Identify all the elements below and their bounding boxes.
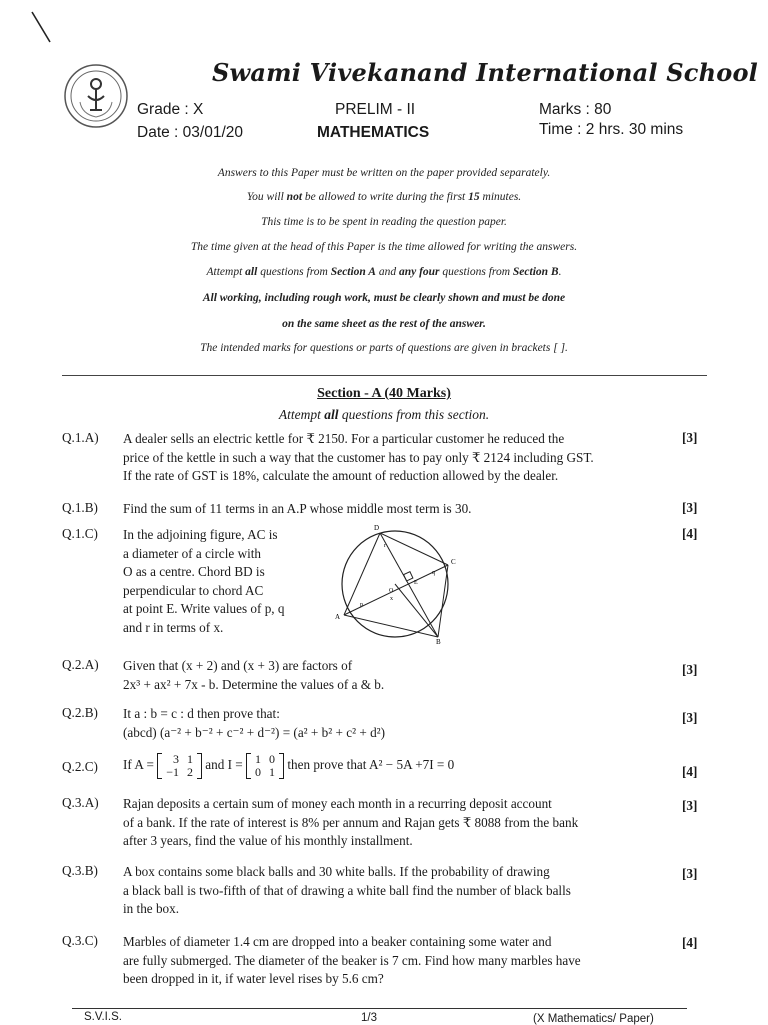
question-number: Q.2.B) (62, 705, 98, 720)
footer-line (72, 1008, 687, 1009)
question-text: In the adjoining figure, AC is a diameter of a circle with O as a centre. Chord BD is perpendicular to chord AC at point E. Write values of p, q and r in terms of x. (123, 527, 285, 635)
instruction-1: Answers to this Paper must be written on the paper provided separately. (217, 167, 551, 179)
point-a-label: A (335, 613, 341, 621)
point-d-label: D (374, 524, 380, 532)
date-label: Date : 03/01/20 (137, 124, 243, 141)
marks-bracket: [4] (682, 526, 698, 541)
question-text: It a : b = c : d then prove that: (abcd) (a⁻² + b⁻² + c⁻² + d⁻²) = (a² + b² + c² + d²) (123, 706, 386, 740)
question-number: Q.2.C) (62, 759, 98, 774)
instruction-2: You will not be allowed to write during the first 15 minutes. (246, 191, 522, 203)
grade-label: Grade : X (137, 101, 204, 118)
matrix-i: 1 0 0 1 (246, 753, 284, 779)
instruction-4: The time given at the head of this Paper is the time allowed for writing the answers. (190, 241, 578, 253)
footer-page-number: 1/3 (361, 1012, 377, 1024)
question-text: Find the sum of 11 terms in an A.P whose middle most term is 30. (123, 501, 472, 516)
subject-title: MATHEMATICS (317, 124, 430, 141)
marks-bracket: [3] (682, 662, 698, 677)
marks-bracket: [3] (682, 500, 698, 515)
point-c-label: C (451, 558, 456, 566)
question-text: If A = 3 1 −1 2 and I = 1 0 0 1 then prove that A² − 5A +7I = 0 (123, 751, 455, 779)
marks-bracket: [4] (682, 935, 698, 950)
section-title: Section - A (40 Marks) (317, 386, 451, 401)
marks-bracket: [3] (682, 866, 698, 881)
angle-r-label: r (384, 543, 386, 549)
section-subtitle: Attempt all questions from this section. (278, 407, 490, 422)
point-e-label: E (414, 580, 418, 586)
marks-bracket: [3] (682, 430, 698, 445)
instruction-8: The intended marks for questions or parts of questions are given in brackets [ ]. (200, 342, 568, 354)
question-number: Q.2.A) (62, 657, 99, 672)
marks-bracket: [4] (682, 764, 698, 779)
question-number: Q.1.C) (62, 526, 98, 541)
circle-diagram (332, 520, 462, 645)
instruction-7: on the same sheet as the rest of the answer. (282, 318, 486, 330)
marks-label: Marks : 80 (539, 101, 612, 118)
question-number: Q.1.A) (62, 430, 99, 445)
footer-paper-name: (X Mathematics/ Paper) (533, 1013, 654, 1025)
question-text: Given that (x + 2) and (x + 3) are factors of 2x³ + ax² + 7x - b. Determine the values of a & b. (123, 658, 385, 692)
school-name: Swami Vivekanand International School (212, 58, 758, 87)
question-text: A box contains some black balls and 30 white balls. If the probability of drawing a black ball is two-fifth of that of drawing a white ball find the number of black balls in the box. (123, 864, 571, 916)
marks-bracket: [3] (682, 798, 698, 813)
marks-bracket: [3] (682, 710, 698, 725)
instruction-6: All working, including rough work, must be clearly shown and must be done (202, 292, 566, 304)
point-b-label: B (436, 638, 441, 645)
matrix-a: 3 1 −1 2 (157, 753, 202, 779)
question-number: Q.3.A) (62, 795, 99, 810)
time-label: Time : 2 hrs. 30 mins (539, 121, 684, 138)
question-number: Q.3.B) (62, 863, 98, 878)
exam-title: PRELIM - II (335, 101, 416, 118)
corner-pen-mark (28, 8, 58, 48)
question-text: Rajan deposits a certain sum of money each month in a recurring deposit account of a bank. If the rate of interest is 8% per annum and Rajan gets ₹ 8088 from the bank after 3 years, find the value of his monthly installment. (123, 796, 579, 848)
instruction-5: Attempt all questions from Section A and any four questions from Section B. (206, 266, 562, 278)
angle-q-label: q (432, 570, 435, 576)
instruction-3: This time is to be spent in reading the question paper. (261, 216, 507, 228)
question-text: A dealer sells an electric kettle for ₹ 2150. For a particular customer he reduced the price of the kettle in such a way that the customer has to pay only ₹ 2124 including GST. If the rate of GST is 18%, calculate the amount of reduction allowed by the dealer. (123, 431, 594, 483)
angle-p-label: p (360, 602, 363, 608)
footer-school: S.V.I.S. (84, 1011, 122, 1023)
angle-x-label: x (390, 596, 393, 602)
question-text: Marbles of diameter 1.4 cm are dropped into a beaker containing some water and are fully submerged. The diameter of the beaker is 7 cm. Find how many marbles have been dropped in it, if water level rises by 5.6 cm? (123, 934, 581, 986)
divider-line (62, 375, 707, 376)
point-o-label: O (389, 588, 394, 594)
school-logo (62, 62, 130, 130)
question-number: Q.1.B) (62, 500, 98, 515)
question-number: Q.3.C) (62, 933, 98, 948)
